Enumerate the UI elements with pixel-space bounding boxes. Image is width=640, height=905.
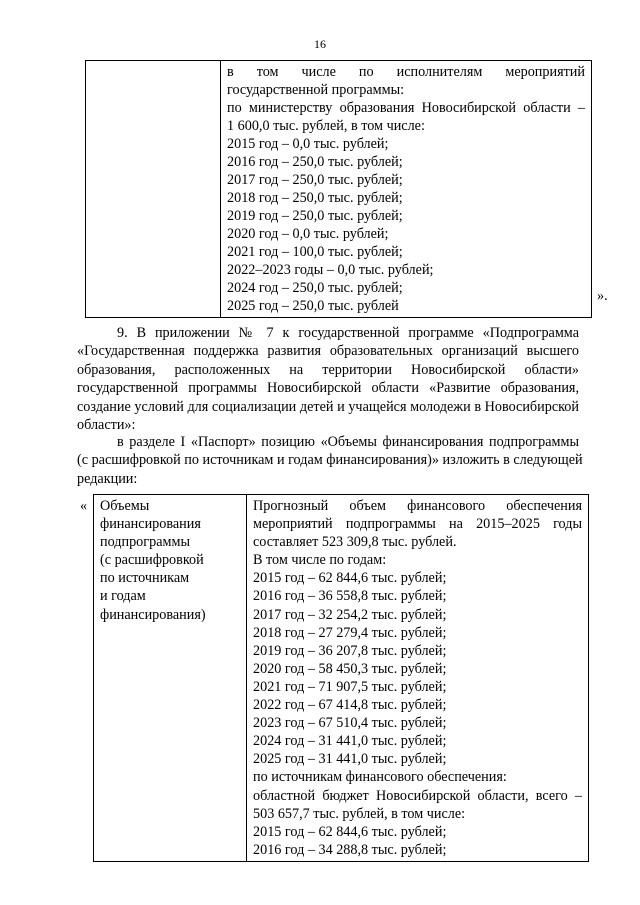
value-line: 2017 год – 32 254,2 тыс. рублей; <box>253 606 447 623</box>
value-line: 2020 год – 58 450,3 тыс. рублей; <box>253 660 447 677</box>
text-line: 2019 год – 250,0 тыс. рублей; <box>227 208 403 224</box>
text-line: 2021 год – 100,0 тыс. рублей; <box>227 244 403 260</box>
text-line: 2015 год – 0,0 тыс. рублей; <box>227 136 389 152</box>
text-line: 2024 год – 250,0 тыс. рублей; <box>227 280 403 296</box>
paragraph-line: редакции: <box>77 470 138 487</box>
paragraph-line: 9. В приложении № 7 к государственной программе «Подпрограмма <box>117 325 579 341</box>
label-line: финансирования <box>100 516 201 533</box>
value-line: по источникам финансового обеспечения: <box>253 769 507 786</box>
funding-table-continued <box>85 60 592 318</box>
value-line: 2016 год – 34 288,8 тыс. рублей; <box>253 841 447 858</box>
table1-right-cell <box>221 61 592 318</box>
label-line: финансирования) <box>100 606 206 623</box>
value-line: 2016 год – 36 558,8 тыс. рублей; <box>253 588 447 605</box>
funding-volume-label-cell <box>94 495 247 862</box>
paragraph-line: образования, расположенных на территории Новосибирской области» <box>77 361 579 378</box>
label-line: и годам <box>100 588 146 605</box>
value-line: 2015 год – 62 844,6 тыс. рублей; <box>253 570 447 587</box>
opening-quote: « <box>80 498 88 514</box>
value-line: 503 657,7 тыс. рублей, в том числе: <box>253 805 466 822</box>
paragraph-line: области»: <box>77 417 136 434</box>
label-line: по источникам <box>100 570 190 587</box>
paragraph-section-passport <box>77 433 583 488</box>
paragraph-line: создание условий для социализации детей и учащейся молодежи в Новосибирской <box>77 398 579 415</box>
label-line: (с расшифровкой <box>100 552 204 569</box>
value-line: 2021 год – 71 907,5 тыс. рублей; <box>253 678 447 695</box>
value-line: 2025 год – 31 441,0 тыс. рублей; <box>253 751 447 768</box>
closing-quote: ». <box>597 288 608 304</box>
text-line: 2017 год – 250,0 тыс. рублей; <box>227 172 403 188</box>
text-line: по министерству образования Новосибирской области – <box>227 100 585 116</box>
paragraph-line: в разделе I «Паспорт» позицию «Объемы финансирования подпрограммы <box>117 434 579 450</box>
page-number: 16 <box>314 37 326 51</box>
text-line: 2025 год – 250,0 тыс. рублей <box>227 298 399 314</box>
text-line: 2022–2023 годы – 0,0 тыс. рублей; <box>227 262 434 278</box>
funding-volume-value-cell <box>247 495 589 862</box>
paragraph-item-9 <box>77 324 579 434</box>
value-line: 2022 год – 67 414,8 тыс. рублей; <box>253 697 447 714</box>
value-line: 2018 год – 27 279,4 тыс. рублей; <box>253 624 447 641</box>
subprogram-funding-table <box>93 494 589 862</box>
label-line: Объемы <box>100 498 150 514</box>
value-line: областной бюджет Новосибирской области, всего – <box>253 787 582 804</box>
value-line: В том числе по годам: <box>253 552 387 569</box>
value-line: 2024 год – 31 441,0 тыс. рублей; <box>253 733 447 750</box>
value-line: Прогнозный объем финансового обеспечения <box>253 498 582 514</box>
paragraph-line: государственной программы Новосибирской области «Развитие образования, <box>77 380 579 397</box>
label-line: подпрограммы <box>100 534 190 551</box>
text-line: 1 600,0 тыс. рублей, в том числе: <box>227 118 425 134</box>
text-line: 2020 год – 0,0 тыс. рублей; <box>227 226 389 242</box>
paragraph-line: (с расшифровкой по источникам и годам финансирования)» изложить в следующей <box>77 452 583 469</box>
paragraph-line: «Государственная поддержка развития образовательных организаций высшего <box>77 343 579 360</box>
text-line: государственной программы: <box>227 82 405 98</box>
table1-left-cell <box>86 61 221 318</box>
value-line: мероприятий подпрограммы на 2015–2025 годы <box>253 516 582 533</box>
text-line: 2016 год – 250,0 тыс. рублей; <box>227 154 403 170</box>
text-line: в том числе по исполнителям мероприятий <box>227 64 585 80</box>
text-line: 2018 год – 250,0 тыс. рублей; <box>227 190 403 206</box>
value-line: 2019 год – 36 207,8 тыс. рублей; <box>253 642 447 659</box>
value-line: 2015 год – 62 844,6 тыс. рублей; <box>253 823 447 840</box>
value-line: составляет 523 309,8 тыс. рублей. <box>253 534 457 551</box>
value-line: 2023 год – 67 510,4 тыс. рублей; <box>253 715 447 732</box>
